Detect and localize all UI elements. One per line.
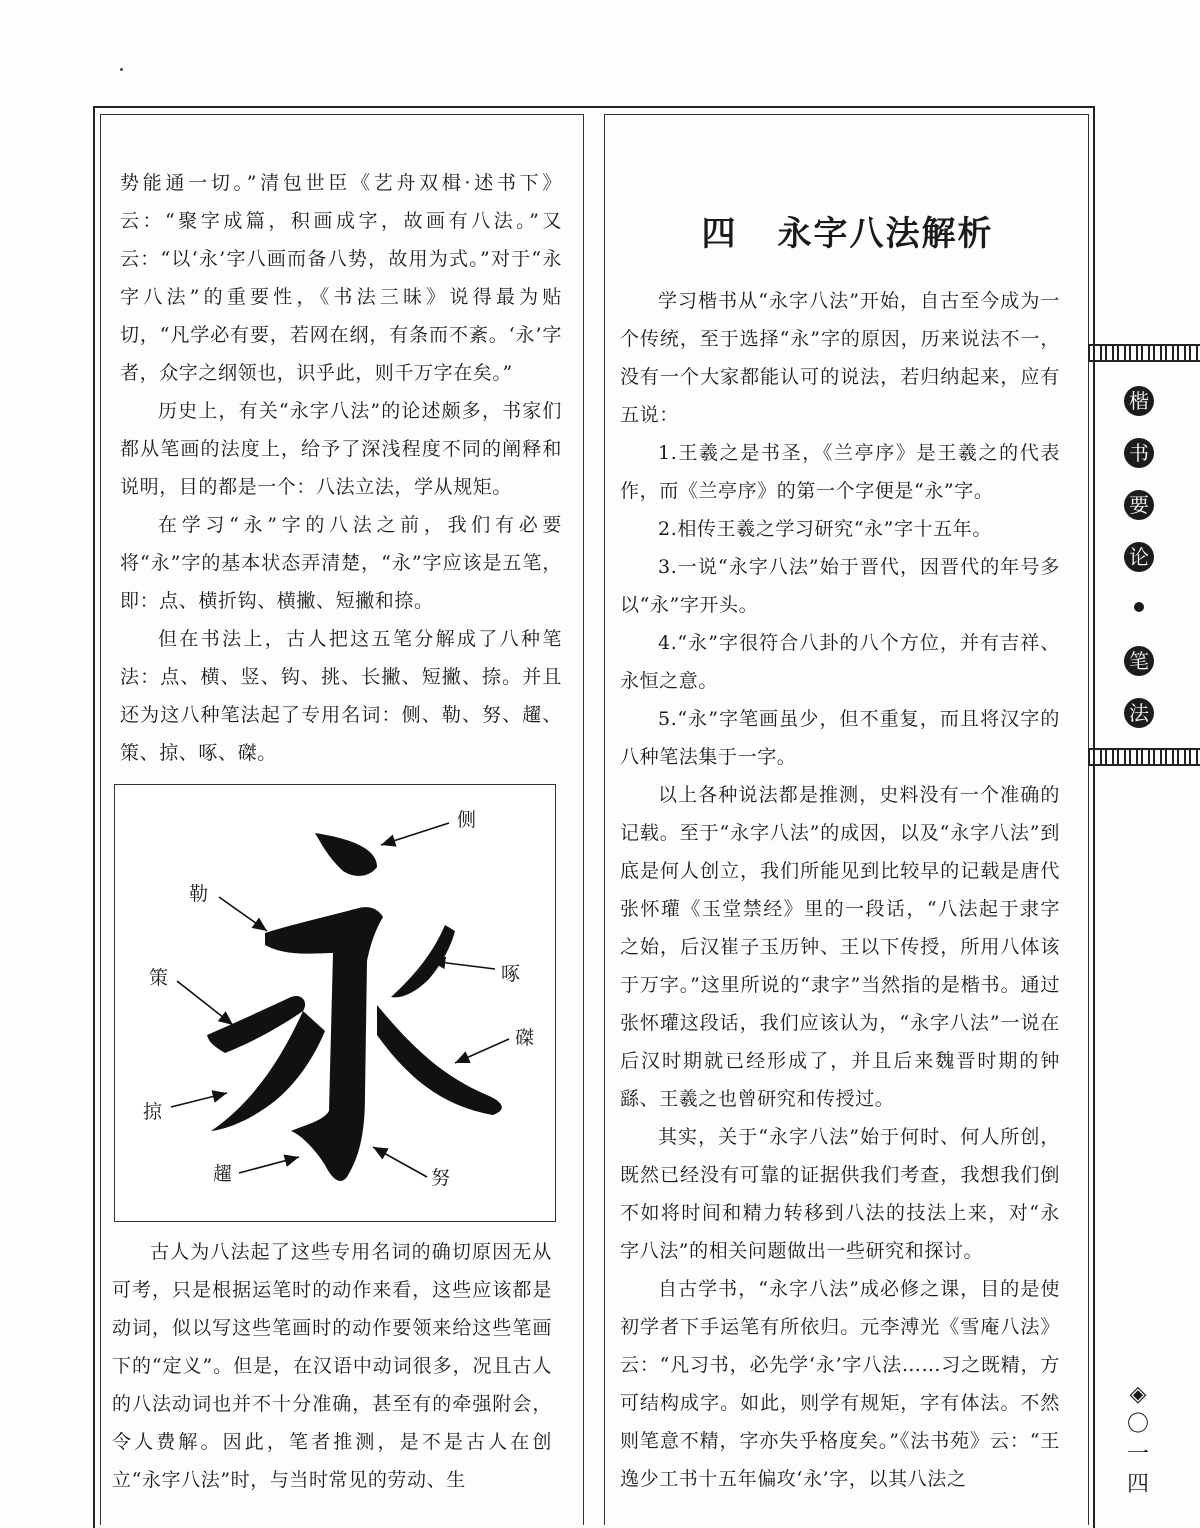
- side-dot: [1134, 602, 1144, 612]
- list-item: 5.“永”字笔画虽少，但不重复，而且将汉字的八种笔法集于一字。: [620, 708, 1060, 768]
- stroke-zhe: [377, 1005, 502, 1115]
- label-le: 勒: [189, 883, 209, 905]
- scan-speck: [120, 68, 123, 71]
- stroke-zhuo: [391, 925, 455, 997]
- paragraph: 历史上，有关“永字八法”的论述颇多，书家们都从笔画的法度上，给予了深浅程度不同的阐释和说明，目的都是一个：八法立法，学从规矩。: [120, 400, 562, 498]
- section-heading: [620, 206, 1075, 255]
- paragraph: 势能通一切。”清包世臣《艺舟双楫·述书下》云：“聚字成篇，积画成字，故画有八法。”又云：“以‘永’字八画而备八势，故用为式。”对于“永字八法”的重要性，《书法三昧》说得最为贴切，“凡学必有要，若网在纲，有条而不紊。‘永’字者，众字之纲领也，识乎此，则千万字在矣。”: [120, 172, 562, 384]
- yong-eight-strokes-figure: [114, 784, 556, 1222]
- side-char: 笔: [1124, 646, 1154, 676]
- page-number-digit: 一: [1126, 1442, 1149, 1467]
- side-char: 要: [1124, 490, 1154, 520]
- list-item: 2.相传王羲之学习研究“永”字十五年。: [658, 518, 992, 540]
- fret-pattern-top: [1088, 344, 1200, 362]
- yong-character-diagram: [115, 785, 555, 1221]
- right-column-text: [620, 282, 1060, 1498]
- paragraph: 其实，关于“永字八法”始于何时、何人所创，既然已经没有可靠的证据供我们考查，我想我们倒不如将时间和精力转移到八法的技法上来，对“永字八法”的相关问题做出一些研究和探讨。: [620, 1126, 1060, 1262]
- label-ce: 侧: [457, 809, 477, 831]
- page-number-digit: 四: [1126, 1472, 1149, 1497]
- fret-pattern-bottom: [1088, 748, 1200, 766]
- side-char: 书: [1124, 438, 1154, 468]
- paragraph: 学习楷书从“永字八法”开始，自古至今成为一个传统，至于选择“永”字的原因，历来说法不一，没有一个大家都能认可的说法，若归纳起来，应有五说：: [620, 290, 1060, 426]
- list-item: 3.一说“永字八法”始于晋代，因晋代的年号多以“永”字开头。: [620, 556, 1060, 616]
- paragraph: 以上各种说法都是推测，史料没有一个准确的记载。至于“永字八法”的成因，以及“永字八法”到底是何人创立，我们所能见到比较早的记载是唐代张怀瓘《玉堂禁经》里的一段话，“八法起于隶字之始，后汉崔子玉历钟、王以下传授，所用八体该于万字。”这里所说的“隶字”当然指的是楷书。通过张怀瓘这段话，我们应该认为，“永字八法”一说在后汉时期就已经形成了，并且后来魏晋时期的钟繇、王羲之也曾研究和传授过。: [620, 784, 1060, 1110]
- paragraph: 古人为八法起了这些专用名词的确切原因无从可考，只是根据运笔时的动作来看，这些应该都是动词，似以写这些笔画时的动作要领来给这些笔画下的“定义”。但是，在汉语中动词很多，况且古人的八法动词也并不十分准确，甚至有的牵强附会，令人费解。因此，笔者推测，是不是古人在创立“永字八法”时，与当时常见的劳动、生: [112, 1241, 552, 1491]
- side-char: 楷: [1124, 386, 1154, 416]
- label-lve: 掠: [143, 1101, 163, 1123]
- section-title: 永字八法解析: [777, 214, 994, 254]
- label-ti: 趯: [213, 1163, 233, 1185]
- label-zhuo: 啄: [501, 963, 521, 985]
- stroke-ce-dot: [315, 833, 377, 876]
- stroke-le-nu-ti: [265, 907, 383, 1181]
- page-number: [1118, 1380, 1158, 1500]
- paragraph: 但在书法上，古人把这五笔分解成了八种笔法：点、横、竖、钩、挑、长撇、短撇、捺。并且还为这八种笔法起了专用名词：侧、勒、努、趯、策、掠、啄、磔。: [120, 628, 562, 764]
- label-zhe: 磔: [515, 1027, 535, 1049]
- chapter-side-tab: [1088, 344, 1200, 764]
- yong-strokes: [207, 833, 502, 1181]
- list-item: 1.王羲之是书圣，《兰亭序》是王羲之的代表作，而《兰亭序》的第一个字便是“永”字。: [620, 442, 1060, 502]
- list-item: 4.“永”字很符合八卦的八个方位，并有吉祥、永恒之意。: [620, 632, 1060, 692]
- left-column-bottom-text: [112, 1233, 552, 1499]
- section-number: 四: [701, 214, 738, 254]
- diamond-icon: ◈: [1129, 1382, 1147, 1407]
- side-char: 法: [1124, 698, 1154, 728]
- label-nu: 努: [431, 1167, 451, 1189]
- page-number-digit: 〇: [1126, 1412, 1149, 1437]
- label-ce-rise: 策: [149, 967, 169, 989]
- paragraph: 在学习“永”字的八法之前，我们有必要将“永”字的基本状态弄清楚，“永”字应该是五笔，即：点、横折钩、横撇、短撇和捺。: [120, 514, 562, 612]
- paragraph: 自古学书，“永字八法”成必修之课，目的是使初学者下手运笔有所依归。元李溥光《雪庵八法》云：“凡习书，必先学‘永’字八法……习之既精，方可结构成字。如此，则学有规矩，字有体法。不然则笔意不精，字亦失乎格度矣。”《法书苑》云：“王逸少工书十五年偏攻‘永’字，以其八法之: [620, 1278, 1060, 1490]
- side-char: 论: [1124, 542, 1154, 572]
- left-column-text: [120, 164, 562, 772]
